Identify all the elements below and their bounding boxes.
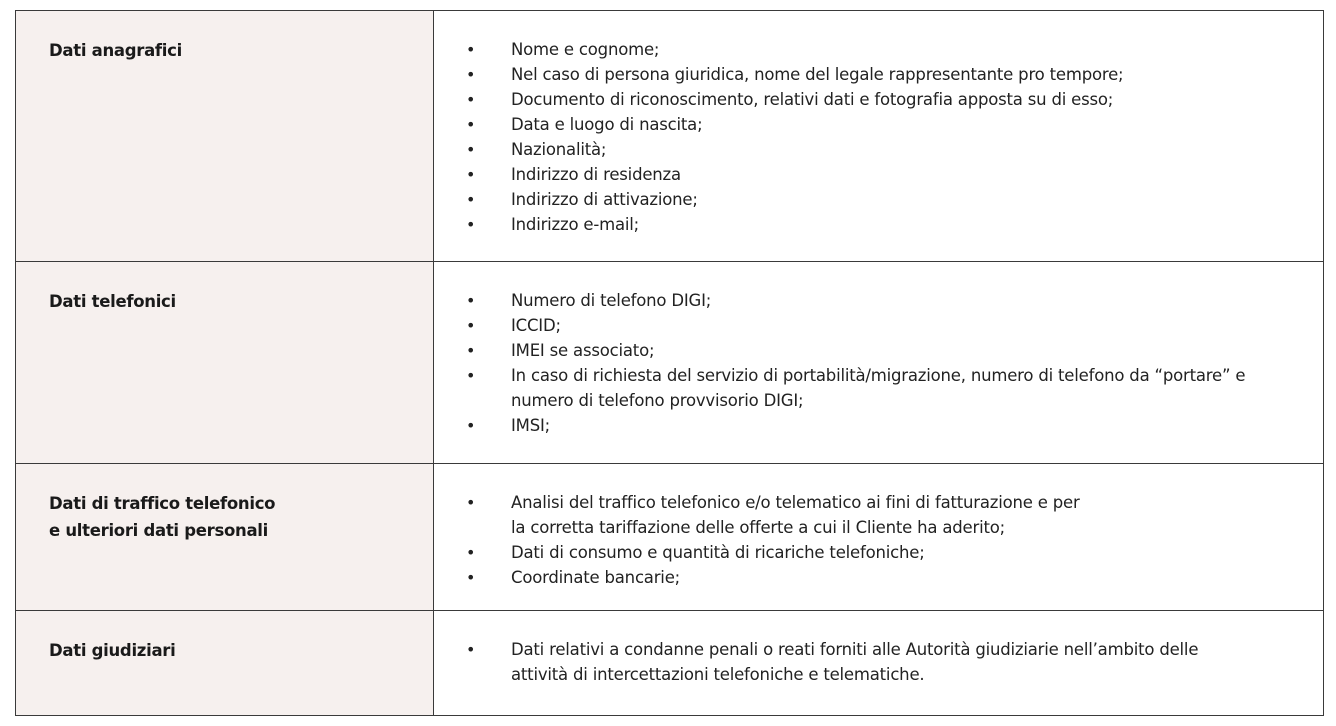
bullet-list <box>434 262 1323 438</box>
list-item-text: ICCID; <box>511 316 561 335</box>
bullet-icon: • <box>466 316 476 335</box>
list-item-text: Dati di consumo e quantità di ricariche telefoniche; <box>511 543 925 562</box>
list-item <box>434 363 1303 413</box>
bullet-icon: • <box>466 165 476 184</box>
list-item-text: Indirizzo di residenza <box>511 165 681 184</box>
bullet-icon: • <box>466 90 476 109</box>
bullet-icon: • <box>466 65 476 84</box>
bullet-icon: • <box>466 416 476 435</box>
bullet-icon: • <box>466 543 476 562</box>
bullet-icon: • <box>466 190 476 209</box>
items-cell <box>434 464 1324 611</box>
table-row <box>16 464 1324 611</box>
list-item-text: Dati relativi a condanne penali o reati forniti alle Autorità giudiziarie nell’ambito delle attività di intercettazioni telefoniche e telematiche. <box>511 640 1199 684</box>
list-item-text: IMEI se associato; <box>511 341 655 360</box>
list-item <box>434 637 1303 687</box>
list-item <box>434 288 1303 313</box>
list-item <box>434 162 1303 187</box>
items-cell <box>434 262 1324 464</box>
list-item <box>434 112 1303 137</box>
bullet-list <box>434 611 1323 687</box>
bullet-icon: • <box>466 140 476 159</box>
bullet-icon: • <box>466 115 476 134</box>
list-item-text: Documento di riconoscimento, relativi dati e fotografia apposta su di esso; <box>511 90 1114 109</box>
bullet-icon: • <box>466 640 476 659</box>
items-cell <box>434 11 1324 262</box>
list-item <box>434 212 1303 237</box>
list-item <box>434 37 1303 62</box>
table-row <box>16 11 1324 262</box>
bullet-list <box>434 464 1323 590</box>
list-item <box>434 413 1303 438</box>
items-cell <box>434 611 1324 716</box>
bullet-icon: • <box>466 568 476 587</box>
bullet-icon: • <box>466 493 476 512</box>
list-item <box>434 87 1303 112</box>
category-label: Dati anagrafici <box>49 41 182 60</box>
list-item <box>434 565 1303 590</box>
bullet-list <box>434 11 1323 237</box>
list-item-text: Numero di telefono DIGI; <box>511 291 712 310</box>
list-item <box>434 313 1303 338</box>
category-label: Dati giudiziari <box>49 641 176 660</box>
list-item-text: Indirizzo e-mail; <box>511 215 640 234</box>
list-item-text: Nazionalità; <box>511 140 607 159</box>
category-label: Dati di traffico telefonico e ulteriori dati personali <box>49 494 276 540</box>
list-item-text: Nome e cognome; <box>511 40 660 59</box>
personal-data-table <box>15 10 1324 716</box>
bullet-icon: • <box>466 341 476 360</box>
category-cell <box>16 11 434 262</box>
category-cell <box>16 262 434 464</box>
category-cell <box>16 611 434 716</box>
category-cell <box>16 464 434 611</box>
list-item-text: Analisi del traffico telefonico e/o telematico ai fini di fatturazione e per la corretta tariffazione delle offerte a cui il Cliente ha aderito; <box>511 493 1080 537</box>
list-item-text: Coordinate bancarie; <box>511 568 681 587</box>
list-item-text: Indirizzo di attivazione; <box>511 190 698 209</box>
list-item <box>434 62 1303 87</box>
bullet-icon: • <box>466 366 476 385</box>
list-item <box>434 540 1303 565</box>
list-item <box>434 338 1303 363</box>
list-item <box>434 137 1303 162</box>
list-item-text: IMSI; <box>511 416 551 435</box>
bullet-icon: • <box>466 291 476 310</box>
bullet-icon: • <box>466 40 476 59</box>
list-item-text: Data e luogo di nascita; <box>511 115 703 134</box>
list-item <box>434 187 1303 212</box>
list-item-text: In caso di richiesta del servizio di portabilità/migrazione, numero di telefono da “portare” e numero di telefono provvisorio DIGI; <box>511 366 1246 410</box>
table-row <box>16 611 1324 716</box>
bullet-icon: • <box>466 215 476 234</box>
list-item <box>434 490 1303 540</box>
table-row <box>16 262 1324 464</box>
category-label: Dati telefonici <box>49 292 176 311</box>
list-item-text: Nel caso di persona giuridica, nome del legale rappresentante pro tempore; <box>511 65 1124 84</box>
